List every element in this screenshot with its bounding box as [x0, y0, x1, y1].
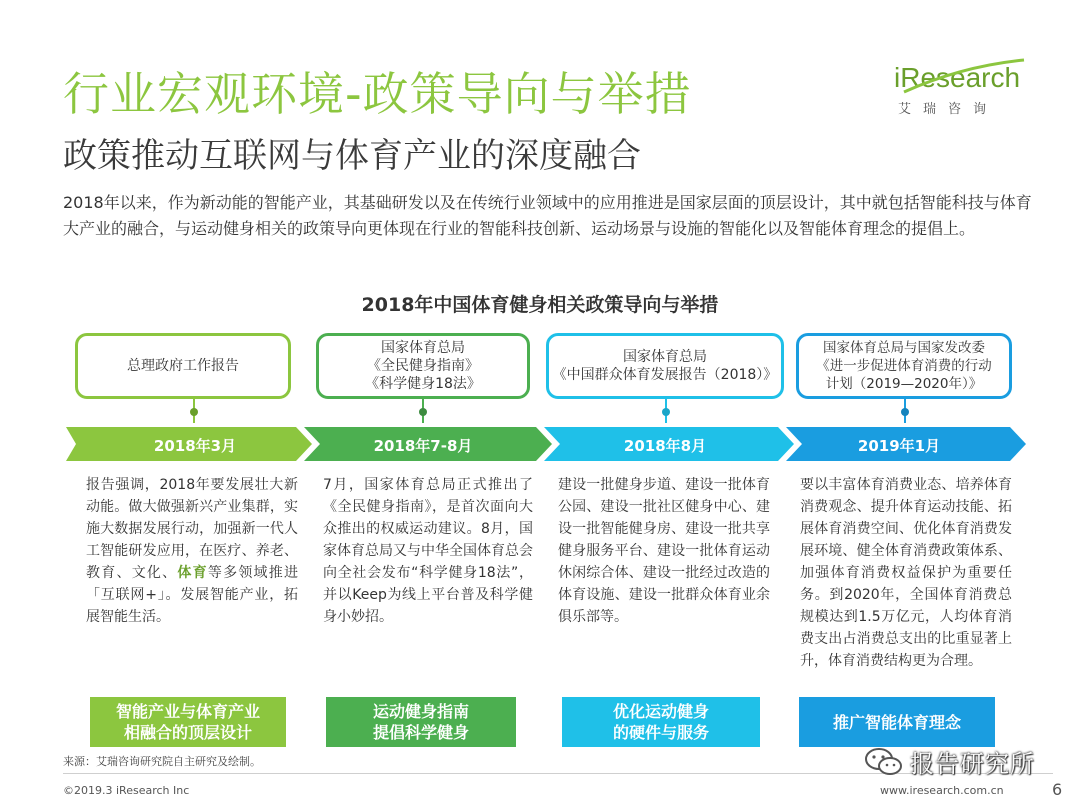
column-description-2: 7月，国家体育总局正式推出了《全民健身指南》，是首次面向大众推出的权威运动建议。8月，国家体育总局又与中华全国体育总会向全社会发布“科学健身18法”，并以Keep为线上平台普及科学健身小妙招。: [323, 477, 533, 625]
column-description-1: 报告强调，2018年要发展壮大新动能。做大做强新兴产业集群，实施大数据发展行动，加强新一代人工智能研发应用，在医疗、养老、教育、文化、体育等多领域推进「互联网+」。发展智能产业，拓展智能生活。: [86, 477, 299, 625]
policy-line: 国家体育总局: [623, 349, 707, 365]
column-description-4: 要以丰富体育消费业态、培养体育消费观念、提升体育运动技能、拓展体育消费空间、优化体育消费发展环境、健全体育消费政策体系、加强体育消费权益保护为重要任务。到2020年，全国体育消费总规模达到1.5万亿元，人均体育消费支出占消费总支出的比重显著上升，体育消费结构更为合理。: [800, 477, 1012, 669]
timeline-date-4: 2019年1月: [857, 437, 941, 455]
summary-box-2: 运动健身指南 提倡科学健身: [326, 697, 516, 747]
column-description-3: 建设一批健身步道、建设一批体育公园、建设一批社区健身中心、建设一批智能健身房、建设一批共享健身服务平台、建设一批体育运动休闲综合体、建设一批经过改造的体育设施、建设一批群众体育业余俱乐部等。: [558, 477, 770, 625]
wechat-watermark: [864, 744, 1035, 779]
logo-swoosh-icon: [902, 58, 1026, 96]
policy-line: 《科学健身18法》: [365, 376, 481, 392]
summary-box-1: 智能产业与体育产业 相融合的顶层设计: [90, 697, 286, 747]
policy-line: 国家体育总局与国家发改委: [823, 340, 985, 356]
connector-dot: [190, 408, 198, 416]
chart-title: 2018年中国体育健身相关政策导向与举措: [361, 294, 719, 316]
summary-box-4: 推广智能体育理念: [799, 697, 995, 747]
policy-box-1: [75, 333, 291, 399]
timeline-date-3: 2018年8月: [623, 437, 707, 455]
website-link[interactable]: www.iresearch.com.cn: [880, 784, 1004, 797]
connector-dot: [901, 408, 909, 416]
timeline-date-1: 2018年3月: [153, 437, 237, 455]
connector-dot: [419, 408, 427, 416]
policy-line: 计划（2019—2020年）》: [825, 376, 983, 392]
policy-line: 国家体育总局: [381, 340, 465, 356]
policy-box-4: [796, 333, 1012, 399]
iresearch-logo: iResearch 艾瑞咨询: [894, 62, 1026, 117]
timeline-date-2: 2018年7-8月: [373, 437, 473, 455]
wechat-icon: [864, 747, 904, 777]
source-note: 来源：艾瑞咨询研究院自主研究及绘制。: [63, 755, 261, 768]
intro-paragraph: 2018年以来，作为新动能的智能产业，其基础研发以及在传统行业领域中的应用推进是国家层面的顶层设计，其中就包括智能科技与体育大产业的融合，与运动健身相关的政策导向更体现在行业的智能科技创新、运动场景与设施的智能化以及智能体育理念的提倡上。: [63, 193, 1032, 238]
policy-box-3: [546, 333, 784, 399]
policy-box-2: [316, 333, 530, 399]
policy-line: 《中国群众体育发展报告（2018）》: [552, 367, 778, 383]
watermark-text: 报告研究所: [910, 750, 1035, 778]
page-subtitle: 政策推动互联网与体育产业的深度融合: [63, 136, 641, 176]
summary-box-3: 优化运动健身 的硬件与服务: [562, 697, 760, 747]
highlight-text: 体育: [177, 565, 208, 581]
policy-line: 《进一步促进体育消费的行动: [816, 358, 992, 374]
policy-line: 总理政府工作报告: [127, 358, 239, 374]
connector-dot: [662, 408, 670, 416]
policy-line: 《全民健身指南》: [367, 358, 479, 374]
page-number: 6: [1052, 780, 1063, 799]
copyright-text: ©2019.3 iResearch Inc: [63, 784, 190, 797]
page-title: 行业宏观环境-政策导向与举措: [63, 67, 692, 121]
